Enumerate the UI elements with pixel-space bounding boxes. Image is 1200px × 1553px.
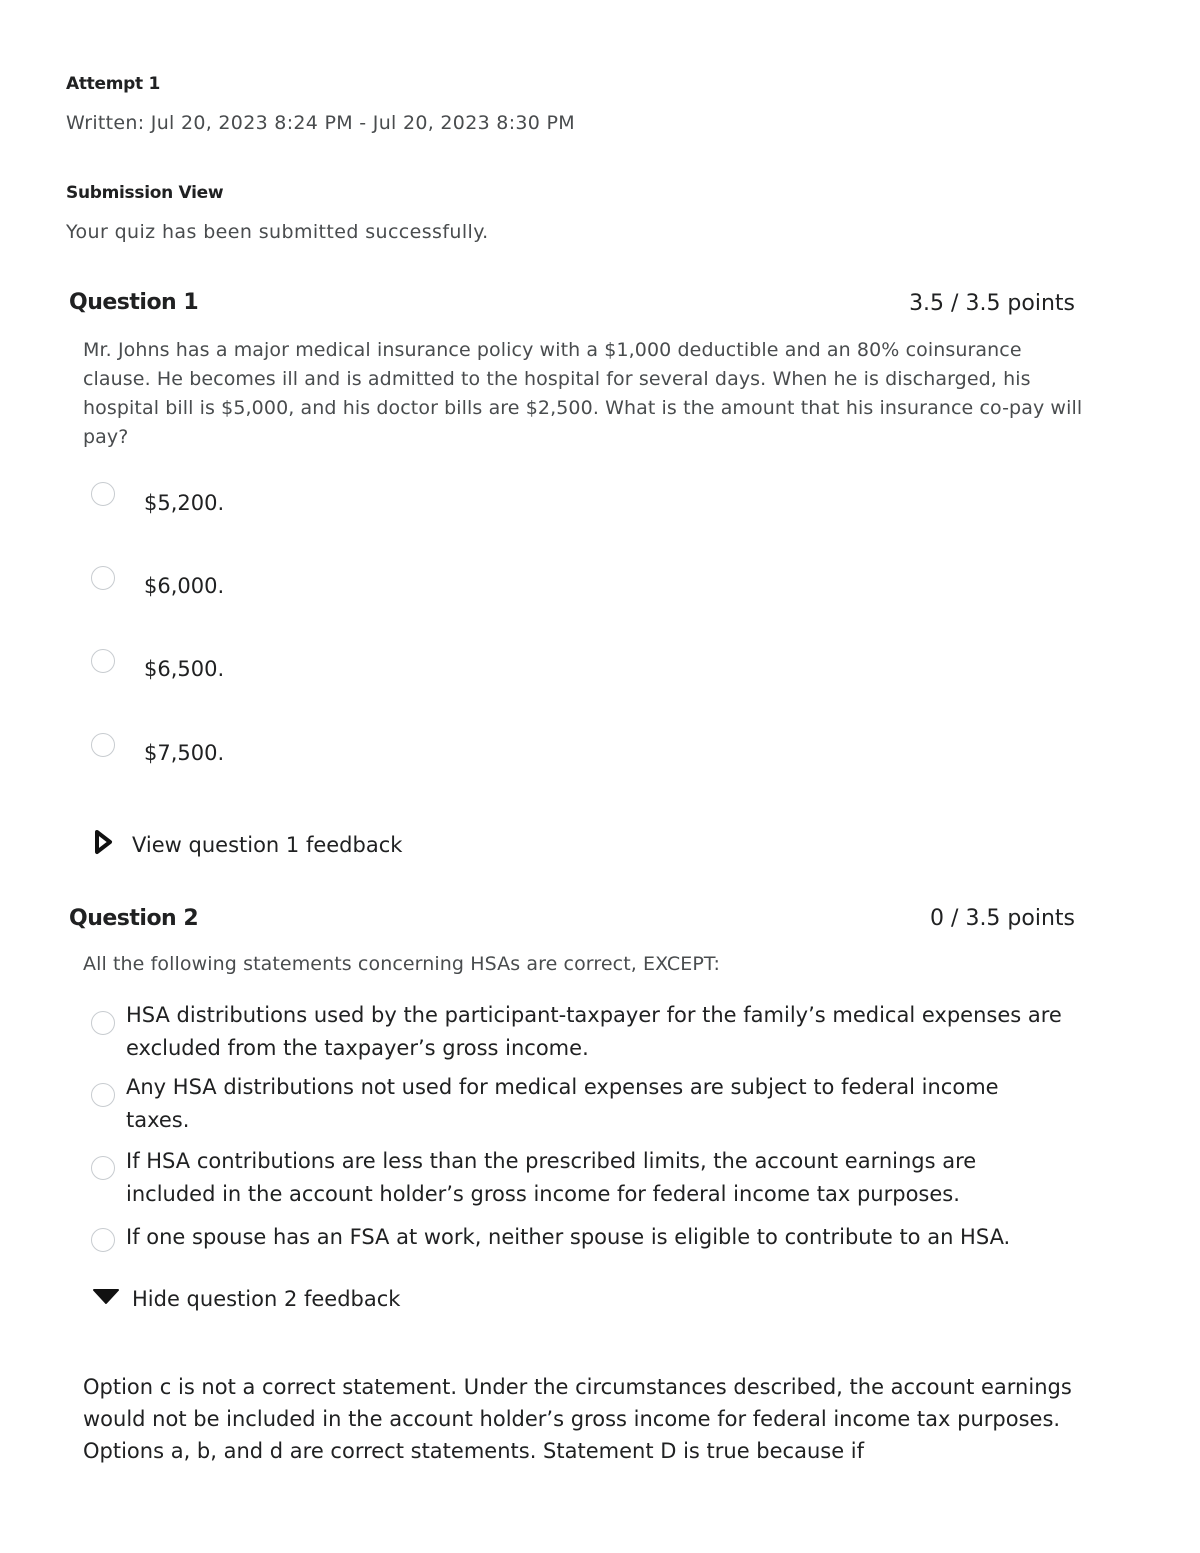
question-2-feedback-text: Option c is not a correct statement. Under the circumstances described, the account earnings would not be included in the account holder’s gross income for federal income tax purposes. Options a, b, and d are correct statements. Statement D is true because if (83, 1375, 1072, 1463)
hide-question-2-feedback-toggle[interactable] (92, 1286, 400, 1311)
question-1-option-c-label: $6,500. (144, 657, 225, 681)
submission-view-title: Submission View (66, 183, 224, 203)
question-1-text: Mr. Johns has a major medical insurance policy with a $1,000 deductible and an 80% coinsurance clause. He becomes ill and is admitted to the hospital for several days. When he is discharged, his hospital bill is $5,000, and his doctor bills are $2,500. What is the amount that his insurance co-pay will pay? (83, 339, 1083, 448)
attempt-written-time: Written: Jul 20, 2023 8:24 PM - Jul 20, 2023 8:30 PM (66, 112, 575, 134)
attempt-title: Attempt 1 (66, 74, 160, 94)
question-1-option-d-label: $7,500. (144, 741, 225, 765)
question-2-option-c-label: If HSA contributions are less than the prescribed limits, the account earnings are included in the account holder’s gross income for federal income tax purposes. (126, 1149, 977, 1206)
hide-question-2-feedback-label: Hide question 2 feedback (132, 1286, 401, 1311)
question-2-option-c-radio[interactable] (91, 1156, 115, 1180)
question-1-option-a-radio[interactable] (91, 482, 115, 506)
submission-message: Your quiz has been submitted successfully. (66, 221, 489, 243)
question-2-title: Question 2 (69, 906, 199, 931)
question-2-option-b-label: Any HSA distributions not used for medical expenses are subject to federal income taxes. (126, 1075, 999, 1132)
question-1-option-a-label: $5,200. (144, 491, 225, 515)
view-question-1-feedback-label: View question 1 feedback (132, 832, 403, 857)
question-2-option-d-label: If one spouse has an FSA at work, neither spouse is eligible to contribute to an HSA. (126, 1225, 1011, 1249)
question-2-option-b-radio[interactable] (91, 1083, 115, 1107)
question-1-title: Question 1 (69, 290, 199, 315)
question-2-option-a-radio[interactable] (91, 1011, 115, 1035)
question-1-option-b-label: $6,000. (144, 574, 225, 598)
view-question-1-feedback-toggle[interactable] (92, 829, 402, 860)
caret-right-icon (92, 829, 120, 860)
question-2-points: 0 / 3.5 points (930, 906, 1075, 931)
question-1-option-c-radio[interactable] (91, 649, 115, 673)
question-2-text: All the following statements concerning HSAs are correct, EXCEPT: (83, 953, 721, 975)
question-1-points: 3.5 / 3.5 points (909, 291, 1075, 316)
caret-down-icon (92, 1286, 120, 1311)
question-2-option-a-label: HSA distributions used by the participant-taxpayer for the family’s medical expenses are excluded from the taxpayer’s gross income. (126, 1003, 1062, 1060)
question-2-option-d-radio[interactable] (91, 1228, 115, 1252)
question-1-option-b-radio[interactable] (91, 566, 115, 590)
question-1-option-d-radio[interactable] (91, 733, 115, 757)
